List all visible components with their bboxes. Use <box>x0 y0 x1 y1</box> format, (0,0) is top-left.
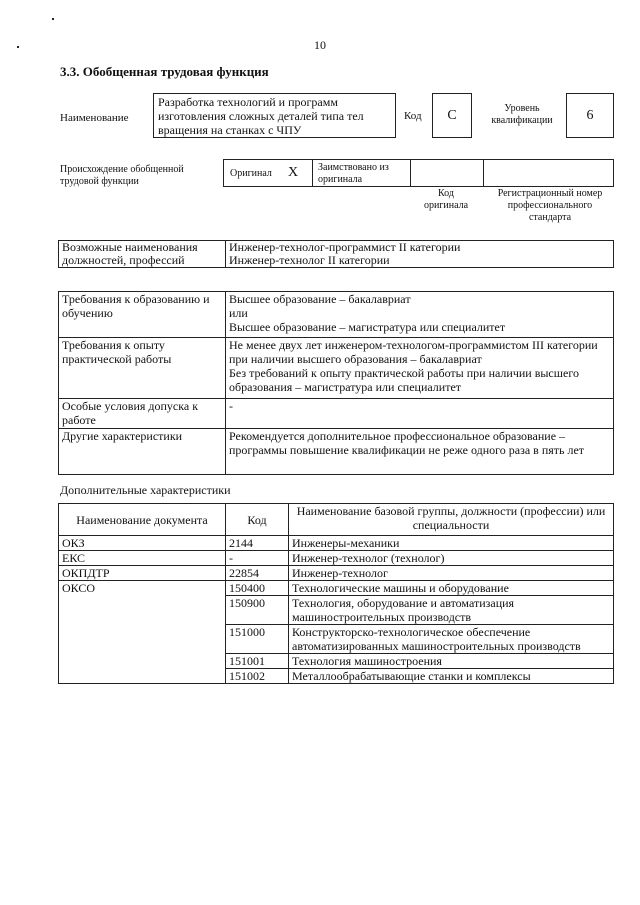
code-cell: 2144 <box>226 536 289 551</box>
scan-mark <box>52 18 54 20</box>
doc-cell: ОКПДТР <box>59 566 226 581</box>
table-row <box>59 581 614 596</box>
possible-names-values: Инженер-технолог-программист II категории Инженер-технолог II категории <box>226 241 614 268</box>
name-cell: Технология машиностроения <box>289 654 614 669</box>
name-cell: Технологические машины и оборудование <box>289 581 614 596</box>
origin-reg-box <box>483 159 614 187</box>
requirement-value: - <box>226 399 614 429</box>
header-code: Код <box>226 504 289 536</box>
origin-borrowed-box <box>312 159 411 187</box>
code-cell: 151001 <box>226 654 289 669</box>
doc-cell: ЕКС <box>59 551 226 566</box>
requirement-label: Требования к образованию и обучению <box>59 292 226 338</box>
function-name-value: Разработка технологий и программ изготовления сложных деталей типа тел вращения на станках с ЧПУ <box>158 95 364 137</box>
page-number: 10 <box>314 38 326 52</box>
requirement-label: Особые условия допуска к работе <box>59 399 226 429</box>
code-value-box <box>432 93 472 138</box>
level-value-box <box>566 93 614 138</box>
requirement-label: Требования к опыту практической работы <box>59 338 226 399</box>
level-label: Уровень квалификации <box>491 103 553 126</box>
origin-original-box <box>223 159 313 187</box>
code-cell: - <box>226 551 289 566</box>
table-row <box>59 551 614 566</box>
requirement-value: Рекомендуется дополнительное профессиональное образование – программы повышение квалификации не реже одного раза в пять лет <box>226 429 614 475</box>
code-cell: 151000 <box>226 625 289 654</box>
header-doc: Наименование документа <box>59 504 226 536</box>
level-value: 6 <box>586 108 594 123</box>
code-cell: 151002 <box>226 669 289 684</box>
doc-cell: ОКСО <box>59 581 226 684</box>
name-label: Наименование <box>60 112 129 124</box>
requirement-label: Другие характеристики <box>59 429 226 475</box>
name-cell: Инженер-технолог <box>289 566 614 581</box>
name-cell: Инженеры-механики <box>289 536 614 551</box>
function-name-box <box>153 93 396 138</box>
code-value: C <box>447 108 457 123</box>
requirement-value: Высшее образование – бакалавриат или Высшее образование – магистратура или специалитет <box>226 292 614 338</box>
table-row <box>59 292 614 338</box>
header-name: Наименование базовой группы, должности (профессии) или специальности <box>289 504 614 536</box>
additional-table <box>58 503 614 684</box>
name-cell: Технология, оборудование и автоматизация машиностроительных производств <box>289 596 614 625</box>
original-label: Оригинал <box>230 168 272 179</box>
requirements-table <box>58 291 614 475</box>
doc-cell: ОКЗ <box>59 536 226 551</box>
table-row <box>59 399 614 429</box>
name-cell: Инженер-технолог (технолог) <box>289 551 614 566</box>
code-cell: 150400 <box>226 581 289 596</box>
table-row <box>59 429 614 475</box>
table-header-row <box>59 504 614 536</box>
borrowed-label: Заимствовано из оригинала <box>318 162 389 185</box>
reg-caption: Регистрационный номер профессионального стандарта <box>497 188 603 223</box>
original-mark: X <box>288 165 299 180</box>
name-cell: Металлообрабатывающие станки и комплексы <box>289 669 614 684</box>
code-label: Код <box>404 110 422 122</box>
origin-code-box <box>410 159 484 187</box>
origin-label: Происхождение обобщенной трудовой функции <box>60 164 184 187</box>
possible-names-label: Возможные наименования должностей, профессий <box>59 241 226 268</box>
table-row <box>59 566 614 581</box>
name-cell: Конструкторско-технологическое обеспечение автоматизированных машиностроительных производств <box>289 625 614 654</box>
table-row <box>59 241 614 268</box>
requirement-value: Не менее двух лет инженером-технологом-программистом III категории при наличии высшего образования – бакалавриат Без требований к опыту практической работы при наличии высшего образования – магистратура или специалитет <box>226 338 614 399</box>
table-row <box>59 338 614 399</box>
code-caption: Код оригинала <box>423 188 469 211</box>
possible-names-table <box>58 240 614 268</box>
code-cell: 150900 <box>226 596 289 625</box>
table-row <box>59 536 614 551</box>
code-cell: 22854 <box>226 566 289 581</box>
section-title: 3.3. Обобщенная трудовая функция <box>60 64 269 79</box>
additional-title: Дополнительные характеристики <box>60 483 231 497</box>
